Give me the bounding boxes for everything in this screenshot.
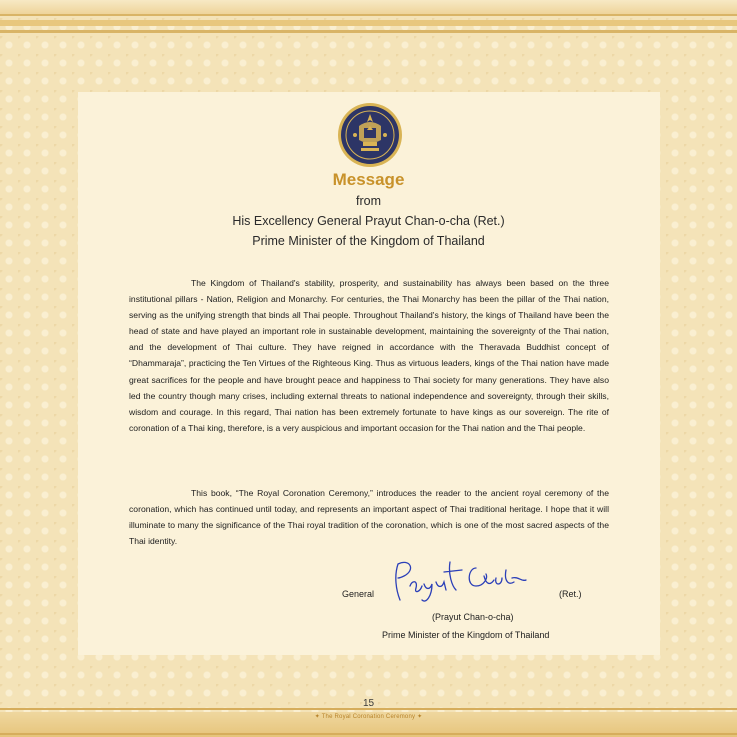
running-footer bbox=[0, 713, 737, 720]
author-position: Prime Minister of the Kingdom of Thailand bbox=[252, 234, 485, 248]
top-border-band bbox=[0, 0, 737, 16]
page-number: 15 bbox=[362, 698, 375, 709]
top-border-line bbox=[0, 30, 737, 33]
author-name: His Excellency General Prayut Chan-o-cha (Ret.) bbox=[232, 214, 505, 228]
handwritten-signature bbox=[376, 556, 536, 606]
body-paragraph-1: The Kingdom of Thailand's stability, prosperity, and sustainability has always been based on the three institutional pillars - Nation, Religion and Monarchy. For centuries, the Thai Monarchy has been the pillar of the Thai nation, serving as the unifying strength that binds all Thai people. Throughout Thailand's history, the kings of Thailand have been the head of state and have played an important role in sustainable development, maintaining the sovereignty of the Thai nation, and the development of Thai culture. They have reigned in accordance with the Theravada Buddhist concept of “Dhammaraja”, practicing the Ten Virtues of the Righteous King. Thus as virtuous leaders, kings of the Thai nation have made great sacrifices for the people and have brought peace and happiness to Thai society for many generations. They have also led the country though many crises, including external threats to national independence and sovereignty, through their skills, wisdom and courage. In this regard, Thai nation has been extremely fortunate to have kings as our sovereign. The rite of coronation of a Thai king, therefore, is a very auspicious and important occasion for the Thai nation and the Thai people. bbox=[129, 278, 609, 433]
from-label: from bbox=[356, 194, 381, 208]
body-paragraph-2: This book, “The Royal Coronation Ceremony,” introduces the reader to the ancient royal ceremony of the coronation, which has continued until today, and represents an important aspect of Thai traditional heritage. I hope that it will illuminate to many the significance of the Thai royal tradition of the coronation, which is one of the most sacred aspects of the Thai identity. bbox=[129, 488, 609, 547]
running-title: The Royal Coronation Ceremony bbox=[321, 714, 416, 720]
top-border-stripe bbox=[0, 20, 737, 26]
signature-suffix: (Ret.) bbox=[559, 589, 582, 599]
signature-rank: General bbox=[342, 589, 375, 599]
signatory-position: Prime Minister of the Kingdom of Thailand bbox=[382, 630, 550, 640]
bottom-border-line-lower bbox=[0, 733, 737, 735]
government-seal-icon bbox=[337, 102, 403, 168]
star-ornament-icon: ✦ bbox=[417, 714, 423, 720]
star-ornament-icon: ✦ bbox=[314, 714, 320, 720]
message-title: Message bbox=[332, 170, 405, 189]
signatory-name: (Prayut Chan-o-cha) bbox=[432, 612, 514, 622]
